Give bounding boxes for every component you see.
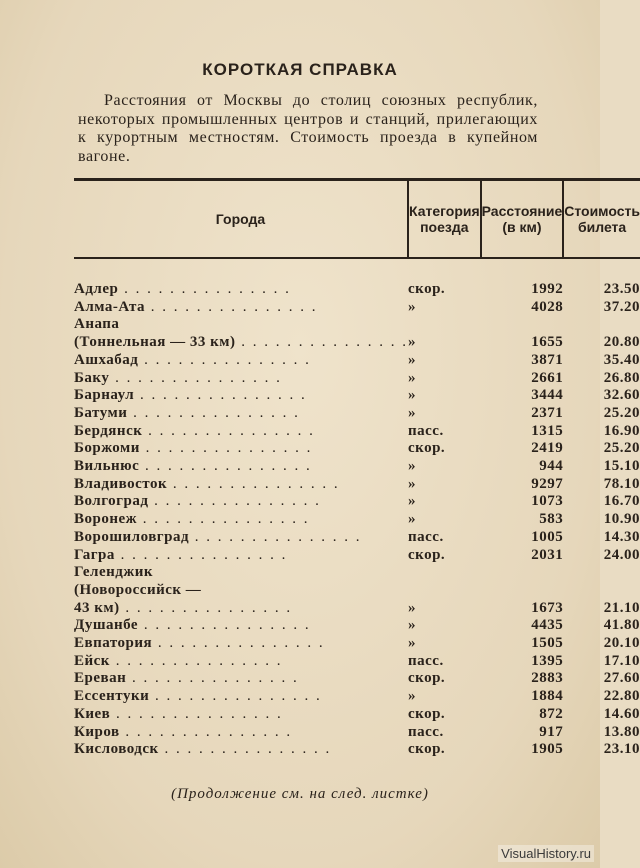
category-cell: » (407, 404, 416, 421)
distance-cell: 2661 (531, 369, 564, 386)
city-cell: Гагра . . . . . . . . . . . . . . . (74, 546, 288, 563)
distance-cell: 2371 (531, 404, 564, 421)
city-cell: Батуми . . . . . . . . . . . . . . . (74, 404, 300, 421)
price-cell (563, 564, 640, 582)
category-cell: скор. (407, 670, 446, 687)
distance-cell: 917 (539, 723, 564, 740)
table-row (74, 653, 640, 671)
distance-table (74, 178, 640, 759)
distance-cell: 4435 (531, 617, 564, 634)
distance-cell: 3871 (531, 351, 564, 368)
category-cell: » (407, 387, 416, 404)
header-price: Стоимость билета (563, 180, 640, 259)
city-cell: Адлер . . . . . . . . . . . . . . . (74, 281, 291, 297)
continuation-note: (Продолжение см. на след. листке) (171, 786, 429, 802)
table-row (74, 299, 640, 317)
distance-cell: 872 (539, 705, 564, 722)
category-cell: » (407, 334, 416, 351)
price-cell: 15.10 (603, 458, 640, 475)
price-cell: 20.10 (603, 635, 640, 652)
price-cell: 24.00 (603, 546, 640, 563)
distance-cell: 2031 (531, 546, 564, 563)
price-cell: 10.90 (603, 511, 640, 528)
category-cell: » (407, 599, 416, 616)
distance-cell: 1905 (531, 741, 564, 758)
header-city: Города (74, 180, 408, 259)
city-cell: Баку . . . . . . . . . . . . . . . (74, 369, 282, 386)
distance-cell: 1005 (531, 528, 564, 545)
category-cell: скор. (407, 741, 446, 758)
category-cell: » (407, 493, 416, 510)
price-cell: 21.10 (603, 599, 640, 616)
price-cell: 78.10 (603, 475, 640, 492)
price-cell: 27.60 (603, 670, 640, 687)
watermark: VisualHistory.ru (498, 845, 594, 862)
price-cell: 22.80 (603, 688, 640, 705)
category-cell (408, 316, 481, 334)
city-cell: (Тоннельная — 33 км) . . . . . . . . . . . . . . . (74, 334, 408, 351)
distance-cell (481, 316, 564, 334)
category-cell: » (407, 635, 416, 652)
distance-cell: 2883 (531, 670, 564, 687)
category-cell: » (407, 688, 416, 705)
city-cell: Киев . . . . . . . . . . . . . . . (74, 705, 283, 722)
table-row (74, 511, 640, 529)
distance-cell: 1884 (531, 688, 564, 705)
distance-cell (481, 564, 564, 582)
table-row (74, 476, 640, 494)
table-row (74, 582, 640, 600)
category-cell: » (407, 617, 416, 634)
category-cell (408, 564, 481, 582)
category-cell (408, 582, 481, 600)
distance-cell: 583 (539, 511, 564, 528)
table-row (74, 493, 640, 511)
city-cell: Боржоми . . . . . . . . . . . . . . . (74, 440, 313, 457)
category-cell: скор. (407, 281, 446, 297)
table-row (74, 387, 640, 405)
table-row (74, 352, 640, 370)
city-cell: Геленджик (74, 564, 154, 581)
city-cell: Бердянск . . . . . . . . . . . . . . . (74, 422, 315, 439)
table-row (74, 724, 640, 742)
page-title: КОРОТКАЯ СПРАВКА (202, 60, 398, 79)
city-cell: Кисловодск . . . . . . . . . . . . . . . (74, 741, 332, 758)
city-cell: Евпатория . . . . . . . . . . . . . . . (74, 635, 325, 652)
price-cell: 23.50 (603, 281, 640, 297)
city-cell: Воронеж . . . . . . . . . . . . . . . (74, 511, 310, 528)
city-cell: (Новороссийск — (74, 581, 202, 598)
table-row (74, 564, 640, 582)
table-row (74, 600, 640, 618)
category-cell: скор. (407, 440, 446, 457)
category-cell: » (407, 351, 416, 368)
price-cell: 25.20 (603, 404, 640, 421)
city-cell: Киров . . . . . . . . . . . . . . . (74, 723, 293, 740)
category-cell: скор. (407, 705, 446, 722)
city-cell: Вильнюс . . . . . . . . . . . . . . . (74, 458, 312, 475)
distance-cell: 1992 (531, 281, 564, 297)
table-row (74, 370, 640, 388)
distance-cell: 944 (539, 458, 564, 475)
city-cell: Волгоград . . . . . . . . . . . . . . . (74, 493, 321, 510)
price-cell: 14.30 (603, 528, 640, 545)
table-row (74, 529, 640, 547)
table-row (74, 458, 640, 476)
city-cell: Ереван . . . . . . . . . . . . . . . (74, 670, 299, 687)
city-cell: 43 км) . . . . . . . . . . . . . . . (74, 599, 293, 616)
price-cell: 14.60 (603, 705, 640, 722)
distance-cell: 9297 (531, 475, 564, 492)
price-cell: 25.20 (603, 440, 640, 457)
price-cell: 35.40 (603, 351, 640, 368)
distance-cell: 1395 (531, 652, 564, 669)
table-row (74, 688, 640, 706)
table-row (74, 316, 640, 334)
table-row (74, 405, 640, 423)
table-body (74, 258, 640, 759)
category-cell: » (407, 298, 416, 315)
table-row (74, 617, 640, 635)
price-cell: 20.80 (603, 334, 640, 351)
header-distance: Расстояние (в км) (481, 180, 564, 259)
city-cell: Ашхабад . . . . . . . . . . . . . . . (74, 351, 311, 368)
price-cell (563, 316, 640, 334)
table-row (74, 670, 640, 688)
city-cell: Алма-Ата . . . . . . . . . . . . . . . (74, 298, 318, 315)
distance-cell: 3444 (531, 387, 564, 404)
category-cell: пасс. (407, 652, 444, 669)
category-cell: скор. (407, 546, 446, 563)
city-cell: Душанбе . . . . . . . . . . . . . . . (74, 617, 311, 634)
header-category: Категория поезда (408, 180, 481, 259)
distance-cell: 1673 (531, 599, 564, 616)
table-row (74, 635, 640, 653)
table-row (74, 440, 640, 458)
table-row (74, 423, 640, 441)
category-cell: » (407, 369, 416, 386)
distance-cell: 1655 (531, 334, 564, 351)
price-cell: 16.90 (603, 422, 640, 439)
distance-cell: 1505 (531, 635, 564, 652)
category-cell: пасс. (407, 528, 444, 545)
distance-cell (481, 582, 564, 600)
distance-cell: 1315 (531, 422, 564, 439)
price-cell: 17.10 (603, 652, 640, 669)
intro-paragraph: Расстояния от Москвы до столиц союзных республик, некоторых промышленных центров и станций, прилегающих к курортным местностям. Стоимость проезда в купейном вагоне. (78, 92, 538, 165)
city-cell: Барнаул . . . . . . . . . . . . . . . (74, 387, 307, 404)
table-row (74, 334, 640, 352)
price-cell: 41.80 (603, 617, 640, 634)
price-cell: 32.60 (603, 387, 640, 404)
table-row (74, 281, 640, 299)
category-cell: пасс. (407, 422, 444, 439)
table-header-row (74, 180, 640, 259)
city-cell: Ворошиловград . . . . . . . . . . . . . . . (74, 528, 362, 545)
city-cell: Ейск . . . . . . . . . . . . . . . (74, 652, 283, 669)
category-cell: » (407, 475, 416, 492)
distance-cell: 4028 (531, 298, 564, 315)
category-cell: » (407, 511, 416, 528)
distance-cell: 1073 (531, 493, 564, 510)
price-cell: 26.80 (603, 369, 640, 386)
distance-cell: 2419 (531, 440, 564, 457)
price-cell: 16.70 (603, 493, 640, 510)
price-cell (563, 582, 640, 600)
price-cell: 23.10 (603, 741, 640, 758)
category-cell: пасс. (407, 723, 444, 740)
price-cell: 13.80 (603, 723, 640, 740)
category-cell: » (407, 458, 416, 475)
city-cell: Владивосток . . . . . . . . . . . . . . . (74, 475, 340, 492)
price-cell: 37.20 (603, 298, 640, 315)
table-row (74, 741, 640, 759)
city-cell: Анапа (74, 316, 120, 333)
city-cell: Ессентуки . . . . . . . . . . . . . . . (74, 688, 322, 705)
table-row (74, 547, 640, 565)
table-row (74, 706, 640, 724)
